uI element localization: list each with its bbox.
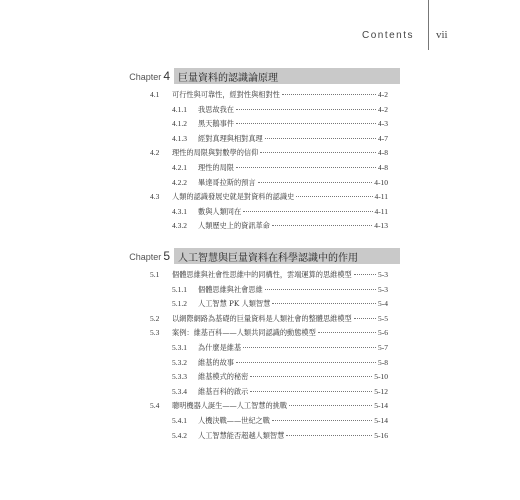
chapter-title: 人工智慧與巨量資料在科學認識中的作用 <box>174 248 400 264</box>
page-reference: 5-10 <box>374 372 388 382</box>
chapter-word: Chapter <box>129 252 162 262</box>
toc-subsection-row[interactable] <box>172 297 388 311</box>
toc-subsection-row[interactable] <box>172 341 388 355</box>
section-number: 5.4 <box>150 401 160 411</box>
section-number: 5.3 <box>150 328 160 338</box>
dot-leader <box>289 405 372 406</box>
page-reference: 5-4 <box>378 299 388 309</box>
section-number: 5.4.1 <box>172 416 187 425</box>
dot-leader <box>282 94 376 95</box>
section-title: 聰明機器人誕生——人工智慧的挑戰 <box>172 401 288 411</box>
section-number: 5.3.3 <box>172 372 187 382</box>
page-number: vii <box>436 29 448 41</box>
section-number: 5.3.2 <box>172 357 187 367</box>
toc-section-row[interactable] <box>150 312 388 326</box>
dot-leader <box>258 182 373 183</box>
section-number: 4.3.2 <box>172 221 187 231</box>
page-reference: 5-6 <box>378 328 388 338</box>
running-title: Contents <box>362 30 415 41</box>
toc-subsection-row[interactable] <box>172 132 388 146</box>
page-reference: 5-7 <box>378 343 388 352</box>
chapter-number: 5 <box>163 249 170 263</box>
dot-leader <box>236 109 376 110</box>
section-title: 數與人類同在 <box>198 206 242 216</box>
dot-leader <box>236 362 376 363</box>
section-title: 維基百科的啟示 <box>198 386 249 396</box>
section-number: 4.1.2 <box>172 119 187 129</box>
section-number: 4.3 <box>150 192 160 202</box>
section-number: 5.1 <box>150 270 160 279</box>
section-number: 4.1.1 <box>172 104 187 114</box>
page-reference: 5-3 <box>378 270 388 279</box>
dot-leader <box>286 435 372 436</box>
page-reference: 5-14 <box>374 416 388 425</box>
section-title: 可行性與可靠性，經對性與相對性 <box>172 90 280 99</box>
page-reference: 5-3 <box>378 284 388 294</box>
section-number: 4.2.1 <box>172 163 187 172</box>
toc-subsection-row[interactable] <box>172 161 388 175</box>
section-title: 理性的局限 <box>198 163 234 172</box>
section-title: 個體思維與社會性思維中的同構性，雲端運算的思維模型 <box>172 270 352 279</box>
toc-subsection-row[interactable] <box>172 219 388 233</box>
page-reference: 5-14 <box>374 401 388 411</box>
dot-leader <box>272 225 372 226</box>
dot-leader <box>272 303 376 304</box>
section-number: 5.1.2 <box>172 299 187 309</box>
dot-leader <box>250 376 372 377</box>
section-title: 畢達哥拉斯的預言 <box>198 177 256 187</box>
toc-section-row[interactable] <box>150 268 388 282</box>
section-number: 5.4.2 <box>172 430 187 440</box>
section-title: 黑天鵝事件 <box>198 119 234 129</box>
section-title: 理性的局限與對數學的信仰 <box>172 148 259 158</box>
section-number: 4.1 <box>150 90 160 99</box>
toc-section-row[interactable] <box>150 146 388 160</box>
page-reference: 5-5 <box>378 313 388 323</box>
toc-subsection-row[interactable] <box>172 283 388 297</box>
section-title: 人機決戰——世紀之戰 <box>198 416 270 425</box>
section-number: 5.2 <box>150 313 160 323</box>
toc-subsection-row[interactable] <box>172 103 388 117</box>
section-title: 經對真理與相對真理 <box>198 133 263 143</box>
chapter-label <box>120 69 170 83</box>
toc-section-row[interactable] <box>150 190 388 204</box>
page-reference: 5-8 <box>378 357 388 367</box>
dot-leader <box>250 391 372 392</box>
toc-subsection-row[interactable] <box>172 117 388 131</box>
chapter-number: 4 <box>163 69 170 83</box>
dot-leader <box>243 211 372 212</box>
page-reference: 4-7 <box>378 133 388 143</box>
chapter-label <box>120 249 170 263</box>
dot-leader <box>265 138 376 139</box>
section-title: 為什麼是維基 <box>198 343 242 352</box>
header-rule <box>428 0 429 50</box>
page-reference: 4-10 <box>374 177 388 187</box>
section-number: 5.1.1 <box>172 284 187 294</box>
section-title: 維基的故事 <box>198 357 234 367</box>
page-reference: 4-8 <box>378 163 388 172</box>
section-title: 人類的認識發展史就是對資料的認識史 <box>172 192 295 202</box>
page-reference: 5-12 <box>374 386 388 396</box>
dot-leader <box>265 289 376 290</box>
toc-subsection-row[interactable] <box>172 176 388 190</box>
toc-subsection-row[interactable] <box>172 205 388 219</box>
dot-leader <box>354 318 376 319</box>
chapter-title: 巨量資料的認識論原理 <box>174 68 400 84</box>
section-title: 維基模式的秘密 <box>198 372 249 382</box>
section-title: 個體思維與社會思維 <box>198 284 263 294</box>
dot-leader <box>354 274 376 275</box>
toc-section-row[interactable] <box>150 88 388 102</box>
toc-subsection-row[interactable] <box>172 370 388 384</box>
dot-leader <box>236 123 376 124</box>
dot-leader <box>260 152 376 153</box>
section-title: 我思故我在 <box>198 104 234 114</box>
toc-subsection-row[interactable] <box>172 356 388 370</box>
toc-subsection-row[interactable] <box>172 414 388 428</box>
section-number: 5.3.4 <box>172 386 187 396</box>
dot-leader <box>243 347 376 348</box>
section-number: 4.2 <box>150 148 160 158</box>
section-title: 人工智慧 PK 人類智慧 <box>198 299 271 309</box>
toc-section-row[interactable] <box>150 326 388 340</box>
chapter-heading <box>120 68 400 84</box>
chapter-heading <box>120 248 400 264</box>
page-reference: 5-16 <box>374 430 388 440</box>
dot-leader <box>296 196 372 197</box>
toc-subsection-row[interactable] <box>172 429 388 443</box>
page-reference: 4-11 <box>374 206 388 216</box>
chapter-word: Chapter <box>129 72 162 82</box>
dot-leader <box>318 332 376 333</box>
section-title: 以網際網路為基礎的巨量資料是人類社會的整體思維模型 <box>172 313 352 323</box>
dot-leader <box>272 420 372 421</box>
page-reference: 4-11 <box>374 192 388 202</box>
page-reference: 4-8 <box>378 148 388 158</box>
toc-section-row[interactable] <box>150 399 388 413</box>
page-reference: 4-2 <box>378 104 388 114</box>
dot-leader <box>236 167 376 168</box>
section-number: 5.3.1 <box>172 343 187 352</box>
section-number: 4.2.2 <box>172 177 187 187</box>
page-reference: 4-2 <box>378 90 388 99</box>
section-title: 案例：維基百科——人類共同認識的動態模型 <box>172 328 316 338</box>
section-number: 4.1.3 <box>172 133 187 143</box>
toc-subsection-row[interactable] <box>172 385 388 399</box>
section-number: 4.3.1 <box>172 206 187 216</box>
section-title: 人工智慧能否超越人類智慧 <box>198 430 285 440</box>
section-title: 人類歷史上的資訊革命 <box>198 221 270 231</box>
page-reference: 4-3 <box>378 119 388 129</box>
page-reference: 4-13 <box>374 221 388 231</box>
